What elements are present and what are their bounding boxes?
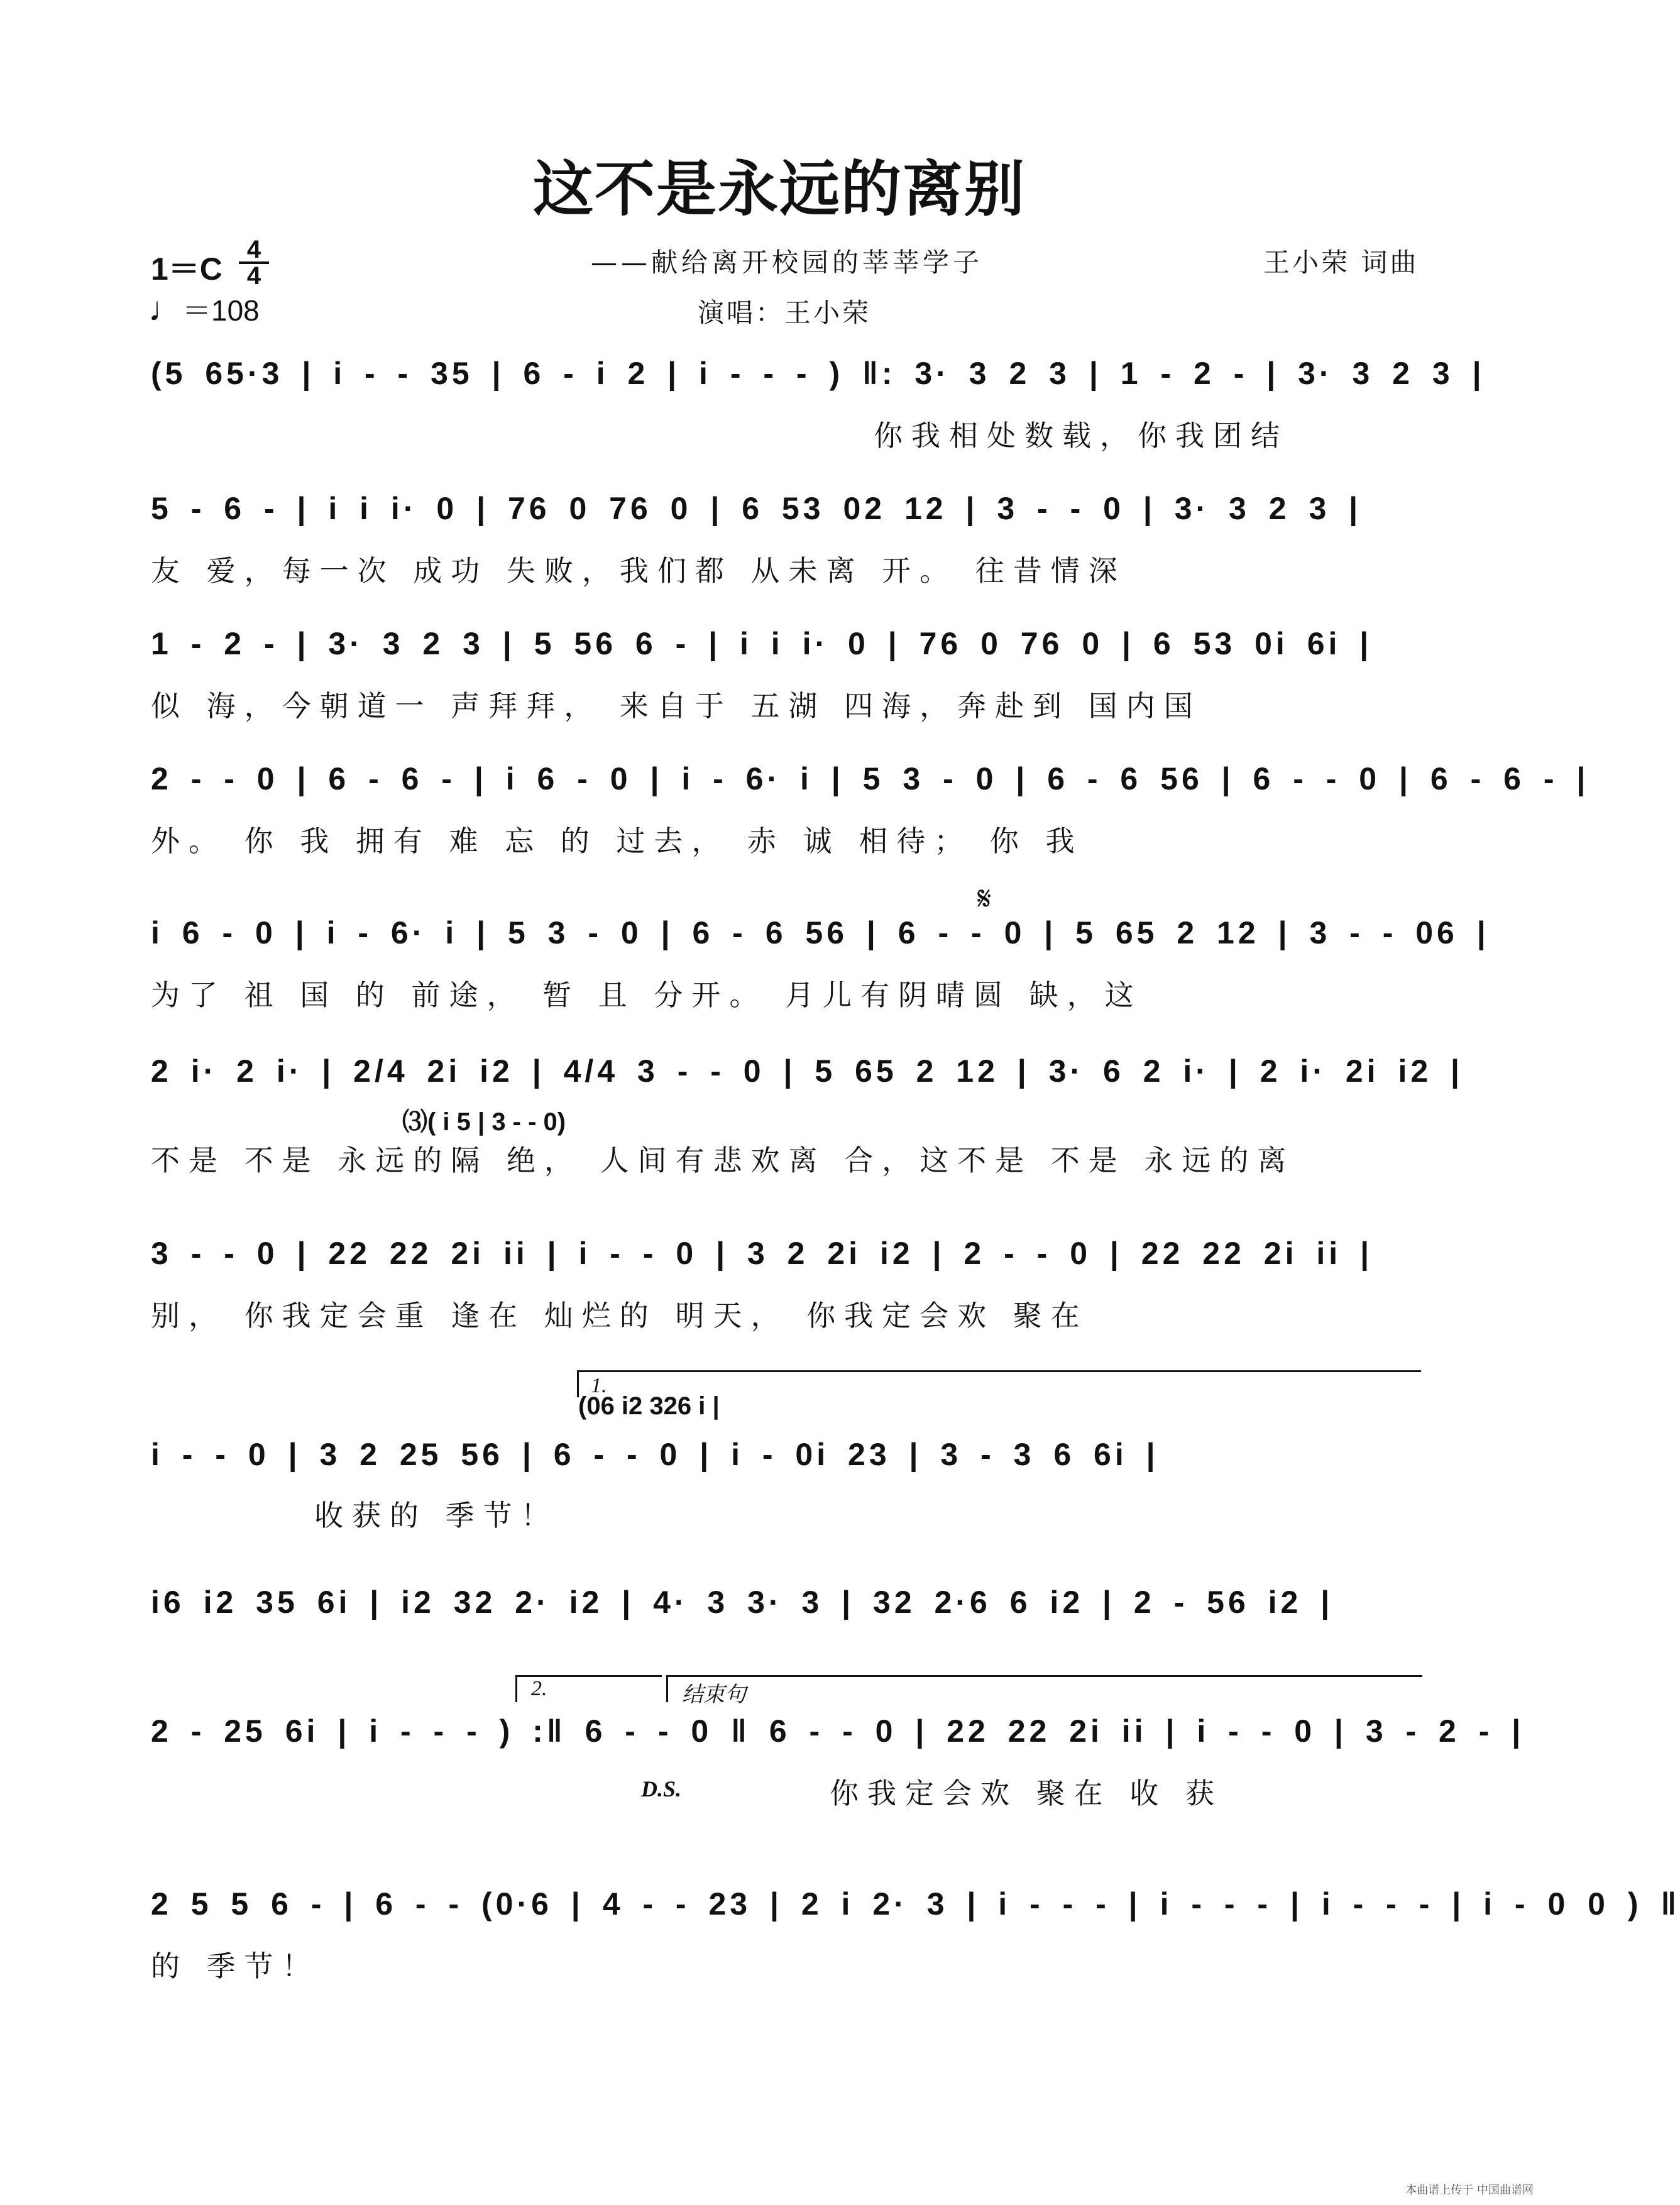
composer-credit: 王小荣 词曲 — [1263, 247, 1419, 278]
time-signature-denominator: 4 — [246, 262, 261, 290]
tempo-marking — [148, 288, 260, 329]
segno-icon: 𝄋 — [977, 880, 992, 918]
notation-line: i - - 0 | 3 2 25 56 | 6 - - 0 | i - 0i 23 | 3 - 3 6 6i | — [151, 1437, 1159, 1472]
score-system-7 — [151, 1235, 1420, 1336]
song-title: 这不是永远的离别 — [533, 153, 1026, 224]
lyric-line: 的 季节！ — [151, 1949, 320, 1983]
alternate-notation: ⑶( i 5 | 3 - - 0) — [402, 1108, 566, 1136]
singer-credit: 演唱：王小荣 — [698, 297, 872, 328]
notation-line: 3 - - 0 | 22 22 2i ii | i - - 0 | 3 2 2i i2 | 2 - - 0 | 22 22 2i ii | — [151, 1236, 1373, 1271]
score-system-4 — [151, 761, 1589, 861]
lyric-line: 外。 你 我 拥有 难 忘 的 过去， 赤 诚 相待； 你 我 — [151, 824, 1084, 858]
time-signature — [239, 238, 269, 288]
score-system-1 — [151, 355, 1485, 456]
tempo-value: ＝108 — [182, 294, 260, 327]
notation-line: 2 i· 2 i· | 2/4 2i i2 | 4/4 3 - - 0 | 5 65 2 12 | 3· 6 2 i· | 2 i· 2i i2 | — [151, 1053, 1464, 1089]
score-system-9 — [151, 1584, 1420, 1647]
lyric-line: 别， 你我定会重 逢在 灿烂的 明天， 你我定会欢 聚在 — [151, 1299, 1089, 1333]
score-system-8 — [151, 1392, 1420, 1531]
coda-label: 结束句 — [682, 1683, 746, 1707]
notation-line: (5 65·3 | i - - 35 | 6 - i 2 | i - - - ) ‖: 3· 3 2 3 | 1 - 2 - | 3· 3 2 3 | — [151, 356, 1485, 391]
lyric-line: 收获的 季节！ — [314, 1498, 559, 1532]
score-system-11 — [151, 1886, 1680, 1986]
key-signature: 1＝C — [151, 251, 222, 287]
lyric-line: 你我定会欢 聚在 收 获 — [830, 1776, 1223, 1810]
quarter-note-icon: ♩ — [148, 290, 182, 328]
over-notation: (06 i2 326 i | — [578, 1392, 720, 1420]
notation-line: 1 - 2 - | 3· 3 2 3 | 5 56 6 - | i i i· 0 | 76 0 76 0 | 6 53 0i 6i | — [151, 626, 1373, 661]
lyric-line: 似 海，今朝道一 声拜拜， 来自于 五湖 四海，奔赴到 国内国 — [151, 689, 1202, 723]
lyric-line: 为了 祖 国 的 前途， 暂 且 分开。 月儿有阴晴圆 缺，这 — [151, 978, 1143, 1012]
notation-line: 2 - - 0 | 6 - 6 - | i 6 - 0 | i - 6· i | 5 3 - 0 | 6 - 6 56 | 6 - - 0 | 6 - 6 - | — [151, 761, 1589, 796]
notation-line: 2 - 25 6i | i - - - ) :‖ 6 - - 0 ‖ 6 - - 0 | 22 22 2i ii | i - - 0 | 3 - 2 - | — [151, 1713, 1525, 1749]
score-system-5 — [151, 915, 1490, 1015]
volta-2-label: 2. — [531, 1677, 547, 1700]
notation-line: 2 5 5 6 - | 6 - - (0·6 | 4 - - 23 | 2 i 2· 3 | i - - - | i - - - | i - - - | i - 0 0 ) ‖ — [151, 1886, 1680, 1922]
footer-watermark: 本曲谱上传于 中国曲谱网 — [1405, 2184, 1534, 2197]
dal-segno-marking: D.S. — [641, 1776, 682, 1801]
lyric-line: 不是 不是 永远的隔 绝， 人间有悲欢离 合，这不是 不是 永远的离 — [151, 1143, 1295, 1177]
score-system-3 — [151, 625, 1420, 726]
lyric-line: 友 爱，每一次 成功 失败，我们都 从未离 开。 往昔情深 — [151, 554, 1126, 588]
subtitle: ——献给离开校园的莘莘学子 — [591, 247, 984, 278]
score-system-10 — [151, 1713, 1525, 1813]
time-signature-numerator: 4 — [239, 238, 269, 264]
score-system-2 — [151, 490, 1420, 591]
notation-line: i6 i2 35 6i | i2 32 2· i2 | 4· 3 3· 3 | 32 2·6 6 i2 | 2 - 56 i2 | — [151, 1585, 1334, 1620]
volta-1-label: 1. — [591, 1374, 607, 1397]
lyric-line: 你我相处数载，你我团结 — [874, 419, 1288, 453]
coda-bracket — [666, 1675, 1422, 1702]
notation-line: i 6 - 0 | i - 6· i | 5 3 - 0 | 6 - 6 56 | 6 - - 0 | 5 65 2 12 | 3 - - 06 | — [151, 915, 1490, 950]
notation-line: 5 - 6 - | i i i· 0 | 76 0 76 0 | 6 53 02 12 | 3 - - 0 | 3· 3 2 3 | — [151, 491, 1362, 526]
score-system-6 — [151, 1053, 1464, 1179]
